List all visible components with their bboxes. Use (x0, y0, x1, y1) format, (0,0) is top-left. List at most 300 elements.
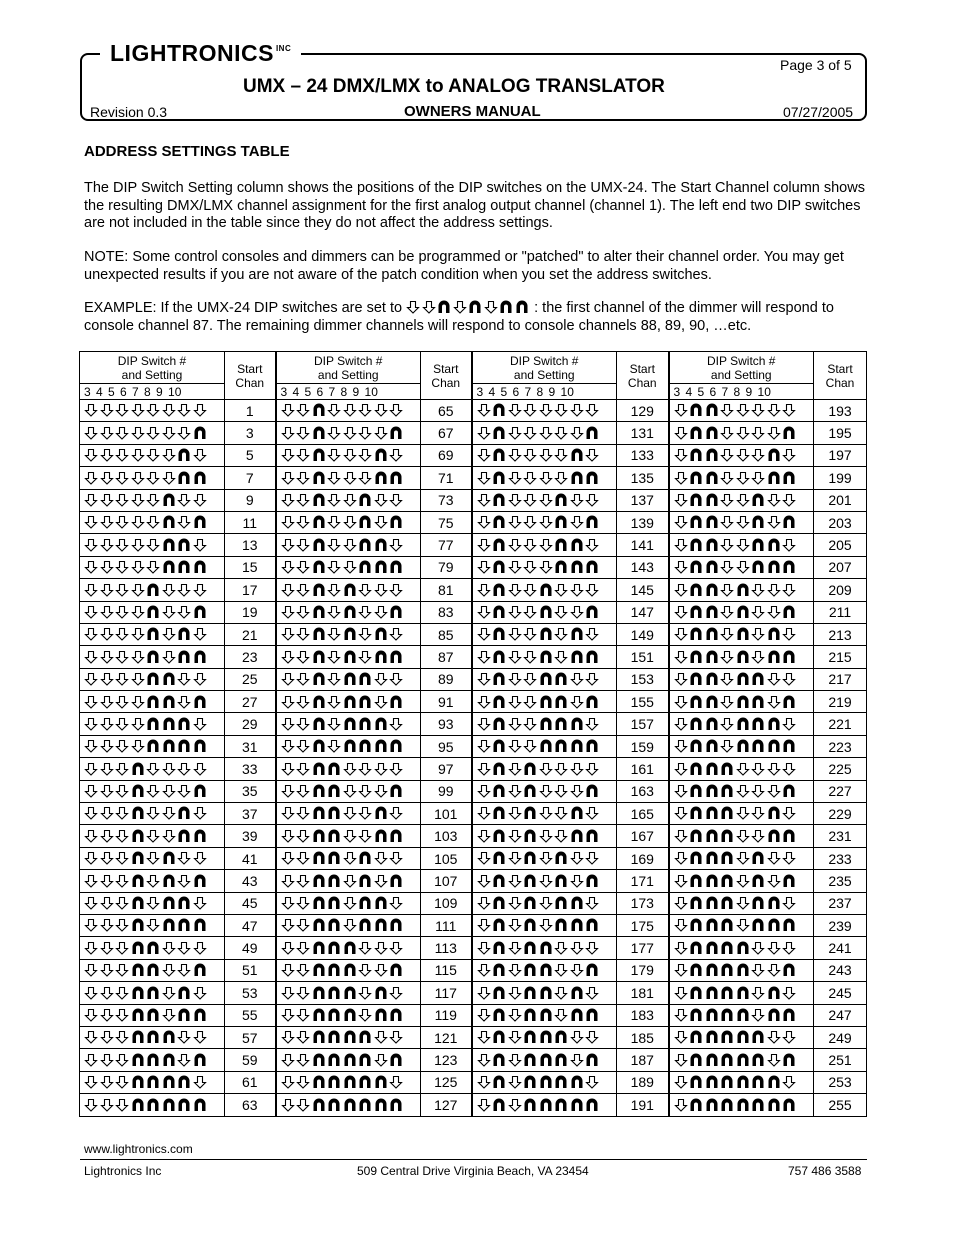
switch-down-icon (115, 941, 129, 955)
dip-switch-setting (276, 1026, 421, 1048)
switch-down-icon (358, 1008, 372, 1022)
switch-up-icon (539, 650, 553, 664)
dip-switch-setting (276, 646, 421, 668)
switch-down-icon (674, 784, 688, 798)
switch-down-icon (389, 762, 403, 776)
switch-down-icon (477, 583, 491, 597)
switch-down-icon (343, 493, 357, 507)
dip-switch-setting (472, 803, 617, 825)
switch-up-icon (492, 403, 506, 417)
switch-down-icon (84, 650, 98, 664)
switch-up-icon (689, 986, 703, 1000)
start-channel-value: 161 (617, 758, 669, 780)
switch-down-icon (296, 515, 310, 529)
switch-down-icon (374, 1053, 388, 1067)
switch-down-icon (539, 918, 553, 932)
switch-up-icon (312, 538, 326, 552)
dip-switch-setting (80, 534, 225, 556)
switch-up-icon (585, 426, 599, 440)
switch-down-icon (177, 672, 191, 686)
switch-down-icon (508, 493, 522, 507)
switch-up-icon (689, 515, 703, 529)
switch-down-icon (674, 851, 688, 865)
table-row (80, 1049, 867, 1071)
start-channel-value: 211 (814, 601, 867, 623)
switch-down-icon (523, 471, 537, 485)
switch-up-icon (312, 471, 326, 485)
start-channel-value: 11 (225, 511, 276, 533)
switch-down-icon (146, 762, 160, 776)
switch-down-icon (146, 851, 160, 865)
dip-switch-setting (80, 803, 225, 825)
switch-up-icon (131, 986, 145, 1000)
switch-up-icon (358, 739, 372, 753)
switch-up-icon (131, 1008, 145, 1022)
dip-switch-setting (472, 623, 617, 645)
dip-switch-setting (669, 601, 814, 623)
switch-up-icon (782, 695, 796, 709)
switch-down-icon (100, 515, 114, 529)
switch-down-icon (281, 493, 295, 507)
switch-down-icon (84, 1075, 98, 1089)
switch-down-icon (343, 560, 357, 574)
switch-up-icon (523, 851, 537, 865)
switch-down-icon (358, 762, 372, 776)
switch-up-icon (689, 941, 703, 955)
dip-switch-setting (472, 534, 617, 556)
switch-down-icon (193, 851, 207, 865)
dip-switch-setting (472, 959, 617, 981)
switch-up-icon (570, 806, 584, 820)
switch-down-icon (554, 583, 568, 597)
start-channel-value: 21 (225, 623, 276, 645)
switch-up-icon (327, 896, 341, 910)
start-channel-value: 203 (814, 511, 867, 533)
switch-down-icon (177, 583, 191, 597)
switch-down-icon (358, 426, 372, 440)
switch-up-icon (499, 300, 513, 314)
switch-down-icon (674, 695, 688, 709)
switch-down-icon (508, 672, 522, 686)
start-channel-value: 43 (225, 870, 276, 892)
switch-up-icon (162, 739, 176, 753)
switch-down-icon (508, 1008, 522, 1022)
switch-down-icon (570, 605, 584, 619)
switch-up-icon (570, 986, 584, 1000)
switch-down-icon (281, 918, 295, 932)
dip-switch-setting (472, 1049, 617, 1071)
switch-up-icon (705, 851, 719, 865)
switch-up-icon (327, 963, 341, 977)
switch-down-icon (296, 739, 310, 753)
switch-down-icon (477, 717, 491, 731)
dip-switch-setting (669, 914, 814, 936)
switch-down-icon (453, 300, 467, 314)
switch-down-icon (674, 1098, 688, 1112)
switch-down-icon (281, 762, 295, 776)
switch-down-icon (477, 874, 491, 888)
dip-switch-setting (472, 847, 617, 869)
start-channel-value: 61 (225, 1071, 276, 1093)
dip-switch-setting (276, 937, 421, 959)
address-table-wrap (79, 351, 866, 1117)
switch-up-icon (689, 448, 703, 462)
switch-down-icon (281, 448, 295, 462)
switch-up-icon (751, 739, 765, 753)
switch-up-icon (358, 695, 372, 709)
switch-up-icon (492, 874, 506, 888)
switch-up-icon (312, 426, 326, 440)
switch-up-icon (539, 583, 553, 597)
switch-up-icon (689, 471, 703, 485)
switch-up-icon (177, 806, 191, 820)
switch-down-icon (767, 762, 781, 776)
switch-down-icon (115, 627, 129, 641)
switch-up-icon (689, 851, 703, 865)
switch-down-icon (508, 941, 522, 955)
start-channel-value: 227 (814, 780, 867, 802)
start-channel-value: 231 (814, 825, 867, 847)
dip-switch-setting (276, 489, 421, 511)
switch-down-icon (570, 784, 584, 798)
switch-down-icon (131, 426, 145, 440)
dip-switch-setting (472, 467, 617, 489)
switch-up-icon (358, 1053, 372, 1067)
switch-down-icon (484, 300, 498, 314)
switch-down-icon (115, 1008, 129, 1022)
switch-down-icon (674, 1053, 688, 1067)
dip-switch-setting (472, 982, 617, 1004)
switch-down-icon (767, 672, 781, 686)
switch-down-icon (539, 874, 553, 888)
switch-up-icon (705, 941, 719, 955)
start-channel-value: 137 (617, 489, 669, 511)
switch-down-icon (100, 426, 114, 440)
table-row (80, 1071, 867, 1093)
switch-down-icon (281, 695, 295, 709)
switch-down-icon (374, 784, 388, 798)
switch-down-icon (736, 515, 750, 529)
start-channel-value: 45 (225, 892, 276, 914)
switch-up-icon (492, 963, 506, 977)
switch-down-icon (570, 762, 584, 776)
switch-down-icon (296, 672, 310, 686)
switch-down-icon (100, 605, 114, 619)
start-channel-value: 77 (421, 534, 472, 556)
switch-down-icon (674, 829, 688, 843)
switch-up-icon (312, 493, 326, 507)
switch-down-icon (343, 471, 357, 485)
start-channel-value: 23 (225, 646, 276, 668)
switch-up-icon (736, 695, 750, 709)
switch-up-icon (358, 918, 372, 932)
start-channel-value: 145 (617, 579, 669, 601)
switch-down-icon (477, 403, 491, 417)
dip-switch-setting (80, 825, 225, 847)
start-channel-value: 119 (421, 1004, 472, 1026)
switch-up-icon (736, 963, 750, 977)
switch-down-icon (115, 963, 129, 977)
switch-up-icon (374, 986, 388, 1000)
switch-down-icon (146, 515, 160, 529)
switch-down-icon (508, 471, 522, 485)
switch-down-icon (751, 650, 765, 664)
switch-up-icon (720, 1075, 734, 1089)
dip-switch-setting (669, 691, 814, 713)
switch-up-icon (736, 627, 750, 641)
switch-up-icon (343, 650, 357, 664)
start-channel-value: 37 (225, 803, 276, 825)
switch-up-icon (374, 806, 388, 820)
switch-down-icon (389, 448, 403, 462)
switch-down-icon (84, 986, 98, 1000)
switch-down-icon (570, 1030, 584, 1044)
switch-down-icon (84, 896, 98, 910)
start-channel-value: 79 (421, 556, 472, 578)
switch-down-icon (751, 784, 765, 798)
switch-down-icon (358, 403, 372, 417)
switch-down-icon (131, 538, 145, 552)
switch-up-icon (177, 1075, 191, 1089)
switch-up-icon (523, 1008, 537, 1022)
footer-url: www.lightronics.com (84, 1142, 193, 1156)
switch-down-icon (539, 851, 553, 865)
switch-down-icon (115, 448, 129, 462)
start-channel-value: 57 (225, 1026, 276, 1048)
switch-down-icon (674, 515, 688, 529)
switch-up-icon (554, 672, 568, 686)
switch-down-icon (146, 471, 160, 485)
switch-up-icon (689, 560, 703, 574)
switch-up-icon (374, 896, 388, 910)
switch-down-icon (84, 605, 98, 619)
switch-down-icon (343, 538, 357, 552)
switch-down-icon (570, 874, 584, 888)
switch-down-icon (131, 650, 145, 664)
document-title: UMX – 24 DMX/LMX to ANALOG TRANSLATOR (243, 76, 665, 97)
start-channel-value: 115 (421, 959, 472, 981)
switch-up-icon (374, 918, 388, 932)
switch-down-icon (674, 426, 688, 440)
switch-down-icon (767, 515, 781, 529)
switch-down-icon (720, 538, 734, 552)
switch-down-icon (523, 627, 537, 641)
switch-up-icon (736, 1030, 750, 1044)
lightronics-logo (100, 38, 301, 68)
switch-up-icon (312, 806, 326, 820)
dip-switch-setting (276, 422, 421, 444)
switch-down-icon (570, 851, 584, 865)
dip-switch-setting (80, 937, 225, 959)
switch-down-icon (281, 1008, 295, 1022)
switch-down-icon (100, 896, 114, 910)
dip-switch-setting (472, 780, 617, 802)
switch-down-icon (115, 538, 129, 552)
start-channel-value: 75 (421, 511, 472, 533)
start-channel-value: 67 (421, 422, 472, 444)
switch-down-icon (84, 403, 98, 417)
switch-down-icon (389, 1075, 403, 1089)
dip-switch-setting (669, 735, 814, 757)
switch-down-icon (84, 448, 98, 462)
switch-up-icon (585, 471, 599, 485)
switch-down-icon (327, 672, 341, 686)
switch-up-icon (327, 918, 341, 932)
switch-down-icon (539, 560, 553, 574)
page-number: Page 3 of 5 (780, 57, 852, 73)
switch-up-icon (131, 829, 145, 843)
switch-down-icon (296, 851, 310, 865)
switch-down-icon (508, 739, 522, 753)
start-channel-value: 117 (421, 982, 472, 1004)
switch-up-icon (312, 963, 326, 977)
switch-down-icon (296, 806, 310, 820)
switch-up-icon (146, 583, 160, 597)
switch-down-icon (343, 762, 357, 776)
switch-down-icon (281, 851, 295, 865)
switch-down-icon (523, 583, 537, 597)
switch-up-icon (146, 605, 160, 619)
start-channel-value: 103 (421, 825, 472, 847)
switch-up-icon (343, 1053, 357, 1067)
switch-up-icon (585, 1008, 599, 1022)
switch-down-icon (100, 762, 114, 776)
switch-up-icon (689, 583, 703, 597)
start-channel-value: 5 (225, 444, 276, 466)
switch-down-icon (674, 1075, 688, 1089)
switch-down-icon (477, 627, 491, 641)
switch-up-icon (177, 717, 191, 731)
switch-up-icon (358, 493, 372, 507)
switch-down-icon (539, 493, 553, 507)
switch-up-icon (327, 762, 341, 776)
switch-up-icon (782, 1008, 796, 1022)
switch-up-icon (358, 1098, 372, 1112)
switch-up-icon (570, 717, 584, 731)
switch-down-icon (720, 493, 734, 507)
switch-up-icon (751, 493, 765, 507)
table-row (80, 1004, 867, 1026)
switch-up-icon (177, 1008, 191, 1022)
switch-down-icon (782, 448, 796, 462)
switch-up-icon (767, 918, 781, 932)
start-channel-value: 159 (617, 735, 669, 757)
switch-down-icon (281, 806, 295, 820)
table-row (80, 847, 867, 869)
dip-switch-setting (276, 623, 421, 645)
switch-up-icon (689, 784, 703, 798)
switch-up-icon (162, 1098, 176, 1112)
switch-down-icon (162, 583, 176, 597)
switch-down-icon (162, 829, 176, 843)
start-channel-value: 111 (421, 914, 472, 936)
switch-down-icon (296, 1030, 310, 1044)
dip-switch-setting (80, 623, 225, 645)
logo-text: LIGHTRONICS (110, 40, 274, 66)
switch-down-icon (585, 493, 599, 507)
switch-down-icon (100, 784, 114, 798)
switch-up-icon (131, 851, 145, 865)
switch-down-icon (177, 493, 191, 507)
switch-up-icon (705, 650, 719, 664)
switch-up-icon (751, 695, 765, 709)
switch-down-icon (720, 605, 734, 619)
switch-up-icon (705, 784, 719, 798)
switch-up-icon (554, 1053, 568, 1067)
switch-down-icon (296, 918, 310, 932)
switch-down-icon (554, 806, 568, 820)
switch-down-icon (751, 1008, 765, 1022)
start-channel-value: 201 (814, 489, 867, 511)
switch-down-icon (554, 784, 568, 798)
switch-down-icon (767, 941, 781, 955)
switch-down-icon (477, 896, 491, 910)
switch-down-icon (767, 1053, 781, 1067)
switch-up-icon (570, 829, 584, 843)
switch-up-icon (523, 986, 537, 1000)
switch-down-icon (115, 874, 129, 888)
switch-down-icon (327, 515, 341, 529)
table-row (80, 534, 867, 556)
switch-down-icon (100, 851, 114, 865)
switch-down-icon (751, 583, 765, 597)
switch-up-icon (389, 650, 403, 664)
switch-up-icon (523, 874, 537, 888)
switch-down-icon (177, 762, 191, 776)
switch-down-icon (477, 426, 491, 440)
switch-down-icon (146, 784, 160, 798)
switch-up-icon (705, 560, 719, 574)
switch-up-icon (374, 717, 388, 731)
dip-switch-setting (80, 646, 225, 668)
start-channel-value: 125 (421, 1071, 472, 1093)
switch-down-icon (508, 1053, 522, 1067)
switch-down-icon (554, 471, 568, 485)
switch-down-icon (358, 963, 372, 977)
switch-down-icon (327, 583, 341, 597)
switch-up-icon (492, 918, 506, 932)
switch-down-icon (177, 851, 191, 865)
dip-switch-setting (80, 1004, 225, 1026)
switch-up-icon (343, 986, 357, 1000)
start-channel-value: 251 (814, 1049, 867, 1071)
switch-down-icon (281, 739, 295, 753)
switch-down-icon (523, 605, 537, 619)
switch-down-icon (523, 739, 537, 753)
switch-down-icon (477, 851, 491, 865)
switch-up-icon (162, 515, 176, 529)
table-row (80, 1026, 867, 1048)
switch-down-icon (554, 627, 568, 641)
switch-up-icon (689, 963, 703, 977)
switch-up-icon (492, 560, 506, 574)
switch-up-icon (570, 448, 584, 462)
switch-up-icon (146, 963, 160, 977)
switch-up-icon (492, 426, 506, 440)
switch-down-icon (115, 762, 129, 776)
switch-down-icon (570, 695, 584, 709)
switch-down-icon (674, 986, 688, 1000)
switch-up-icon (515, 300, 529, 314)
switch-down-icon (585, 403, 599, 417)
switch-up-icon (389, 471, 403, 485)
switch-up-icon (492, 538, 506, 552)
switch-down-icon (115, 739, 129, 753)
switch-up-icon (705, 627, 719, 641)
switch-up-icon (374, 627, 388, 641)
switch-down-icon (570, 493, 584, 507)
switch-down-icon (327, 739, 341, 753)
